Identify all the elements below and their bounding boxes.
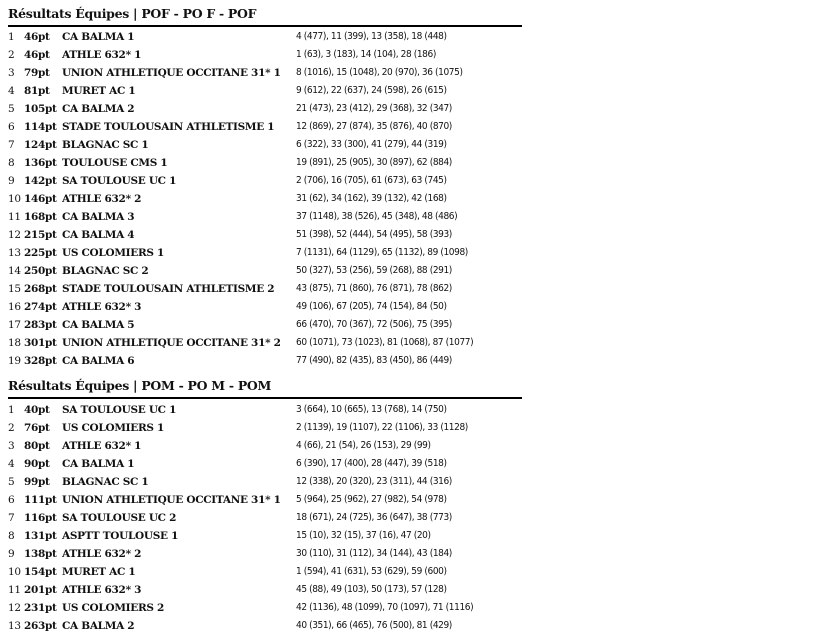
table-row xyxy=(8,64,522,82)
placings-detail: 18 (671), 24 (725), 36 (647), 38 (773) xyxy=(296,512,452,523)
rank-cell: 11 xyxy=(8,211,21,223)
points-cell: 154pt xyxy=(24,566,57,578)
placings-detail: 45 (88), 49 (103), 50 (173), 57 (128) xyxy=(296,584,447,595)
team-name: CA BALMA 1 xyxy=(62,458,135,470)
rank-cell: 4 xyxy=(8,85,15,97)
rank-cell: 13 xyxy=(8,247,21,259)
points-cell: 263pt xyxy=(24,620,57,632)
table-row xyxy=(8,419,522,437)
rank-cell: 7 xyxy=(8,139,15,151)
rank-cell: 18 xyxy=(8,337,21,349)
points-cell: 90pt xyxy=(24,458,50,470)
points-cell: 40pt xyxy=(24,404,50,416)
points-cell: 131pt xyxy=(24,530,57,542)
placings-detail: 4 (66), 21 (54), 26 (153), 29 (99) xyxy=(296,440,431,451)
points-cell: 80pt xyxy=(24,440,50,452)
rank-cell: 2 xyxy=(8,422,15,434)
points-cell: 99pt xyxy=(24,476,50,488)
points-cell: 81pt xyxy=(24,85,50,97)
team-name: STADE TOULOUSAIN ATHLETISME 1 xyxy=(62,121,275,133)
rank-cell: 8 xyxy=(8,157,15,169)
team-name: CA BALMA 6 xyxy=(62,355,135,367)
team-name: ATHLE 632* 2 xyxy=(62,548,142,560)
table-row xyxy=(8,118,522,136)
team-name: CA BALMA 2 xyxy=(62,103,135,115)
table-row xyxy=(8,527,522,545)
team-name: SA TOULOUSE UC 1 xyxy=(62,175,177,187)
points-cell: 116pt xyxy=(24,512,57,524)
placings-detail: 9 (612), 22 (637), 24 (598), 26 (615) xyxy=(296,85,447,96)
table-row xyxy=(8,136,522,154)
placings-detail: 3 (664), 10 (665), 13 (768), 14 (750) xyxy=(296,404,447,415)
team-name: ATHLE 632* 2 xyxy=(62,193,142,205)
team-name: ASPTT TOULOUSE 1 xyxy=(62,530,179,542)
rank-cell: 16 xyxy=(8,301,21,313)
rank-cell: 7 xyxy=(8,512,15,524)
rank-cell: 9 xyxy=(8,548,15,560)
placings-detail: 66 (470), 70 (367), 72 (506), 75 (395) xyxy=(296,319,452,330)
team-name: MURET AC 1 xyxy=(62,566,136,578)
table-row xyxy=(8,262,522,280)
table-row xyxy=(8,100,522,118)
team-name: CA BALMA 3 xyxy=(62,211,135,223)
rank-cell: 19 xyxy=(8,355,21,367)
team-name: UNION ATHLETIQUE OCCITANE 31* 1 xyxy=(62,67,281,79)
rank-cell: 2 xyxy=(8,49,15,61)
points-cell: 138pt xyxy=(24,548,57,560)
points-cell: 250pt xyxy=(24,265,57,277)
table-row xyxy=(8,401,522,419)
team-name: UNION ATHLETIQUE OCCITANE 31* 1 xyxy=(62,494,281,506)
team-name: STADE TOULOUSAIN ATHLETISME 2 xyxy=(62,283,275,295)
team-name: ATHLE 632* 3 xyxy=(62,584,142,596)
points-cell: 46pt xyxy=(24,31,50,43)
placings-detail: 8 (1016), 15 (1048), 20 (970), 36 (1075) xyxy=(296,67,463,78)
team-name: TOULOUSE CMS 1 xyxy=(62,157,168,169)
rank-cell: 1 xyxy=(8,404,15,416)
placings-detail: 50 (327), 53 (256), 59 (268), 88 (291) xyxy=(296,265,452,276)
points-cell: 274pt xyxy=(24,301,57,313)
placings-detail: 40 (351), 66 (465), 76 (500), 81 (429) xyxy=(296,620,452,631)
rank-cell: 4 xyxy=(8,458,15,470)
points-cell: 114pt xyxy=(24,121,57,133)
team-name: MURET AC 1 xyxy=(62,85,136,97)
table-row xyxy=(8,617,522,635)
placings-detail: 12 (338), 20 (320), 23 (311), 44 (316) xyxy=(296,476,452,487)
table-row xyxy=(8,226,522,244)
placings-detail: 15 (10), 32 (15), 37 (16), 47 (20) xyxy=(296,530,431,541)
rank-cell: 3 xyxy=(8,67,15,79)
team-name: ATHLE 632* 1 xyxy=(62,49,142,61)
table-row xyxy=(8,154,522,172)
results-table xyxy=(8,28,522,370)
table-row xyxy=(8,352,522,370)
team-name: ATHLE 632* 1 xyxy=(62,440,142,452)
rank-cell: 11 xyxy=(8,584,21,596)
results-section-pof xyxy=(8,3,522,370)
placings-detail: 5 (964), 25 (962), 27 (982), 54 (978) xyxy=(296,494,447,505)
table-row xyxy=(8,280,522,298)
table-row xyxy=(8,208,522,226)
placings-detail: 60 (1071), 73 (1023), 81 (1068), 87 (1077) xyxy=(296,337,474,348)
table-row xyxy=(8,172,522,190)
points-cell: 283pt xyxy=(24,319,57,331)
placings-detail: 43 (875), 71 (860), 76 (871), 78 (862) xyxy=(296,283,452,294)
section-title: Résultats Équipes | POF - PO F - POF xyxy=(8,3,522,27)
team-name: CA BALMA 5 xyxy=(62,319,135,331)
results-section-pom xyxy=(8,375,522,635)
points-cell: 231pt xyxy=(24,602,57,614)
table-row xyxy=(8,28,522,46)
table-row xyxy=(8,599,522,617)
placings-detail: 42 (1136), 48 (1099), 70 (1097), 71 (1116) xyxy=(296,602,474,613)
placings-detail: 2 (706), 16 (705), 61 (673), 63 (745) xyxy=(296,175,447,186)
team-name: US COLOMIERS 1 xyxy=(62,247,165,259)
rank-cell: 9 xyxy=(8,175,15,187)
table-row xyxy=(8,581,522,599)
table-row xyxy=(8,491,522,509)
points-cell: 136pt xyxy=(24,157,57,169)
placings-detail: 19 (891), 25 (905), 30 (897), 62 (884) xyxy=(296,157,452,168)
points-cell: 142pt xyxy=(24,175,57,187)
team-name: UNION ATHLETIQUE OCCITANE 31* 2 xyxy=(62,337,281,349)
table-row xyxy=(8,46,522,64)
table-row xyxy=(8,334,522,352)
points-cell: 76pt xyxy=(24,422,50,434)
placings-detail: 1 (63), 3 (183), 14 (104), 28 (186) xyxy=(296,49,436,60)
rank-cell: 3 xyxy=(8,440,15,452)
table-row xyxy=(8,563,522,581)
placings-detail: 30 (110), 31 (112), 34 (144), 43 (184) xyxy=(296,548,452,559)
placings-detail: 6 (390), 17 (400), 28 (447), 39 (518) xyxy=(296,458,447,469)
table-row xyxy=(8,473,522,491)
table-row xyxy=(8,190,522,208)
team-name: US COLOMIERS 2 xyxy=(62,602,165,614)
section-title: Résultats Équipes | POM - PO M - POM xyxy=(8,375,522,399)
table-row xyxy=(8,545,522,563)
placings-detail: 49 (106), 67 (205), 74 (154), 84 (50) xyxy=(296,301,447,312)
placings-detail: 77 (490), 82 (435), 83 (450), 86 (449) xyxy=(296,355,452,366)
rank-cell: 14 xyxy=(8,265,21,277)
placings-detail: 7 (1131), 64 (1129), 65 (1132), 89 (1098) xyxy=(296,247,468,258)
rank-cell: 5 xyxy=(8,103,15,115)
points-cell: 111pt xyxy=(24,494,57,506)
team-name: US COLOMIERS 1 xyxy=(62,422,165,434)
points-cell: 268pt xyxy=(24,283,57,295)
table-row xyxy=(8,509,522,527)
placings-detail: 6 (322), 33 (300), 41 (279), 44 (319) xyxy=(296,139,447,150)
points-cell: 105pt xyxy=(24,103,57,115)
points-cell: 301pt xyxy=(24,337,57,349)
points-cell: 215pt xyxy=(24,229,57,241)
points-cell: 79pt xyxy=(24,67,50,79)
placings-detail: 2 (1139), 19 (1107), 22 (1106), 33 (1128) xyxy=(296,422,468,433)
table-row xyxy=(8,298,522,316)
placings-detail: 37 (1148), 38 (526), 45 (348), 48 (486) xyxy=(296,211,458,222)
table-row xyxy=(8,82,522,100)
table-row xyxy=(8,455,522,473)
points-cell: 46pt xyxy=(24,49,50,61)
team-name: BLAGNAC SC 2 xyxy=(62,265,149,277)
rank-cell: 1 xyxy=(8,31,15,43)
rank-cell: 5 xyxy=(8,476,15,488)
table-row xyxy=(8,244,522,262)
placings-detail: 51 (398), 52 (444), 54 (495), 58 (393) xyxy=(296,229,452,240)
team-name: CA BALMA 2 xyxy=(62,620,135,632)
points-cell: 124pt xyxy=(24,139,57,151)
results-table xyxy=(8,401,522,635)
placings-detail: 21 (473), 23 (412), 29 (368), 32 (347) xyxy=(296,103,452,114)
team-name: CA BALMA 1 xyxy=(62,31,135,43)
team-name: SA TOULOUSE UC 1 xyxy=(62,404,177,416)
rank-cell: 12 xyxy=(8,602,21,614)
points-cell: 225pt xyxy=(24,247,57,259)
table-row xyxy=(8,316,522,334)
points-cell: 201pt xyxy=(24,584,57,596)
table-row xyxy=(8,437,522,455)
placings-detail: 4 (477), 11 (399), 13 (358), 18 (448) xyxy=(296,31,447,42)
rank-cell: 8 xyxy=(8,530,15,542)
placings-detail: 12 (869), 27 (874), 35 (876), 40 (870) xyxy=(296,121,452,132)
team-name: SA TOULOUSE UC 2 xyxy=(62,512,177,524)
points-cell: 146pt xyxy=(24,193,57,205)
team-name: CA BALMA 4 xyxy=(62,229,135,241)
rank-cell: 10 xyxy=(8,193,21,205)
rank-cell: 6 xyxy=(8,494,15,506)
team-name: ATHLE 632* 3 xyxy=(62,301,142,313)
rank-cell: 10 xyxy=(8,566,21,578)
rank-cell: 6 xyxy=(8,121,15,133)
points-cell: 328pt xyxy=(24,355,57,367)
placings-detail: 1 (594), 41 (631), 53 (629), 59 (600) xyxy=(296,566,447,577)
team-name: BLAGNAC SC 1 xyxy=(62,476,149,488)
rank-cell: 15 xyxy=(8,283,21,295)
points-cell: 168pt xyxy=(24,211,57,223)
rank-cell: 13 xyxy=(8,620,21,632)
rank-cell: 17 xyxy=(8,319,21,331)
placings-detail: 31 (62), 34 (162), 39 (132), 42 (168) xyxy=(296,193,447,204)
rank-cell: 12 xyxy=(8,229,21,241)
team-name: BLAGNAC SC 1 xyxy=(62,139,149,151)
